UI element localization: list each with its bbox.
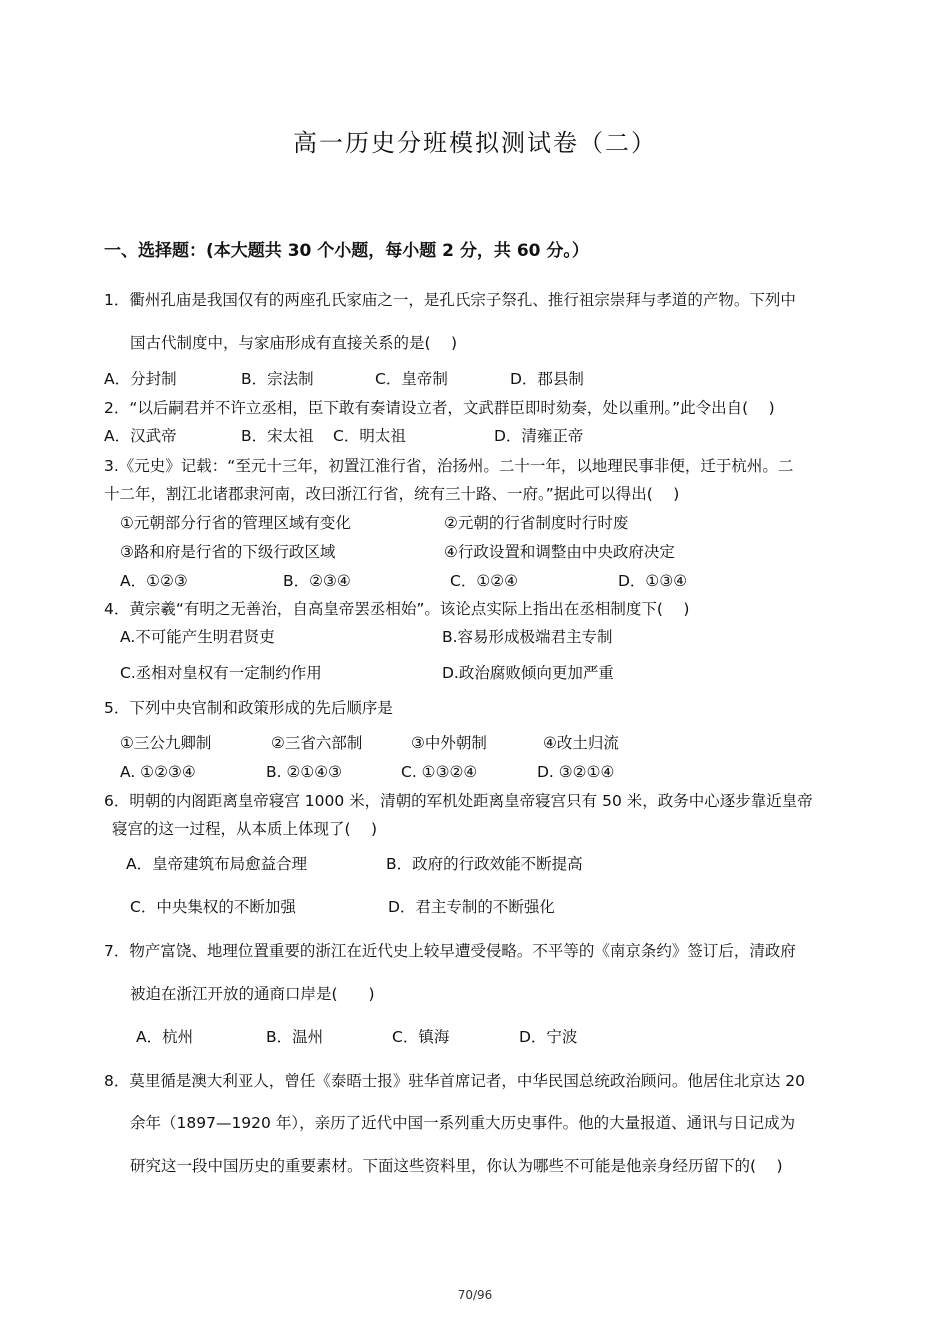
question-3-statement-4: ④行政设置和调整由中央政府决定 [444,543,675,561]
question-2-option-d: D．清雍正帝 [494,427,584,445]
question-4-option-c: C.丞相对皇权有一定制约作用 [120,664,322,682]
question-6-line-1: 6．明朝的内阁距离皇帝寝宫 1000 米，清朝的军机处距离皇帝寝宫只有 50 米，政务中心逐步靠近皇帝 [104,792,813,810]
question-3-option-c: C．①②④ [450,572,519,590]
section-heading: 一、选择题：(本大题共 30 个小题，每小题 2 分，共 60 分。） [104,241,589,261]
question-7-option-a: A．杭州 [136,1028,194,1046]
question-7-option-b: B．温州 [266,1028,324,1046]
question-4-option-d: D.政治腐败倾向更加严重 [442,664,614,682]
question-6-option-a: A．皇帝建筑布局愈益合理 [126,855,308,873]
question-2-option-b: B．宋太祖 [241,427,314,445]
question-1-option-a: A．分封制 [104,370,177,388]
question-1-option-b: B．宗法制 [241,370,314,388]
question-6-option-d: D．君主专制的不断强化 [388,898,555,916]
question-5-statement-1: ①三公九卿制 [120,734,212,752]
question-7-option-c: C．镇海 [392,1028,450,1046]
question-6-option-b: B．政府的行政效能不断提高 [386,855,583,873]
question-5-statement-4: ④改土归流 [543,734,619,752]
question-3-statement-1: ①元朝部分行省的管理区域有变化 [120,514,351,532]
question-3-option-b: B．②③④ [283,572,351,590]
question-4-line-1: 4．黄宗羲“有明之无善治，自高皇帝罢丞相始”。该论点实际上指出在丞相制度下( ) [104,600,690,618]
question-3-statement-3: ③路和府是行省的下级行政区域 [120,543,336,561]
question-5-line-1: 5．下列中央官制和政策形成的先后顺序是 [104,699,393,717]
question-3-statement-2: ②元朝的行省制度时行时废 [444,514,629,532]
question-5-option-d: D. ③②①④ [537,763,615,781]
question-7-line-2: 被迫在浙江开放的通商口岸是( ) [130,985,375,1003]
question-1-line-2: 国古代制度中，与家庙形成有直接关系的是( ) [130,334,458,352]
question-2-option-a: A．汉武帝 [104,427,177,445]
question-3-option-d: D．①③④ [618,572,688,590]
question-5-option-b: B. ②①④③ [266,763,343,781]
question-1-option-c: C．皇帝制 [375,370,448,388]
question-4-option-b: B.容易形成极端君主专制 [442,628,613,646]
question-5-statement-3: ③中外朝制 [411,734,487,752]
page-number: 70/96 [457,1288,493,1302]
question-3-line-2: 十二年，割江北诸郡隶河南，改曰浙江行省，统有三十路、一府。”据此可以得出( ) [104,485,680,503]
question-6-option-c: C．中央集权的不断加强 [130,898,296,916]
question-5-option-a: A. ①②③④ [120,763,196,781]
question-1-option-d: D．郡县制 [510,370,584,388]
question-7-line-1: 7．物产富饶、地理位置重要的浙江在近代史上较早遭受侵略。不平等的《南京条约》签订后，清政府 [104,942,796,960]
question-4-option-a: A.不可能产生明君贤吏 [120,628,275,646]
question-5-option-c: C. ①③②④ [401,763,478,781]
question-1-line-1: 1．衢州孔庙是我国仅有的两座孔氏家庙之一，是孔氏宗子祭孔、推行祖宗崇拜与孝道的产物。下列中 [104,291,796,309]
question-2-line-1: 2．“以后嗣君并不许立丞相，臣下敢有奏请设立者，文武群臣即时劾奏，处以重刑。”此令出自( ) [104,399,775,417]
question-8-line-2: 余年（1897—1920 年），亲历了近代中国一系列重大历史事件。他的大量报道、通讯与日记成为 [130,1114,796,1132]
question-2-option-c: C．明太祖 [333,427,406,445]
question-5-statement-2: ②三省六部制 [271,734,363,752]
page-title: 高一历史分班模拟测试卷（二） [293,129,657,157]
question-6-line-2: 寝宫的这一过程，从本质上体现了( ) [112,820,378,838]
question-3-line-1: 3.《元史》记载：“至元十三年，初置江淮行省，治扬州。二十一年，以地理民事非便，迁于杭州。二 [104,457,794,475]
question-8-line-3: 研究这一段中国历史的重要素材。下面这些资料里，你认为哪些不可能是他亲身经历留下的( ) [130,1157,783,1175]
question-3-option-a: A．①②③ [120,572,188,590]
question-7-option-d: D．宁波 [519,1028,578,1046]
question-8-line-1: 8．莫里循是澳大利亚人，曾任《泰晤士报》驻华首席记者，中华民国总统政治顾问。他居住北京达 20 [104,1072,806,1090]
